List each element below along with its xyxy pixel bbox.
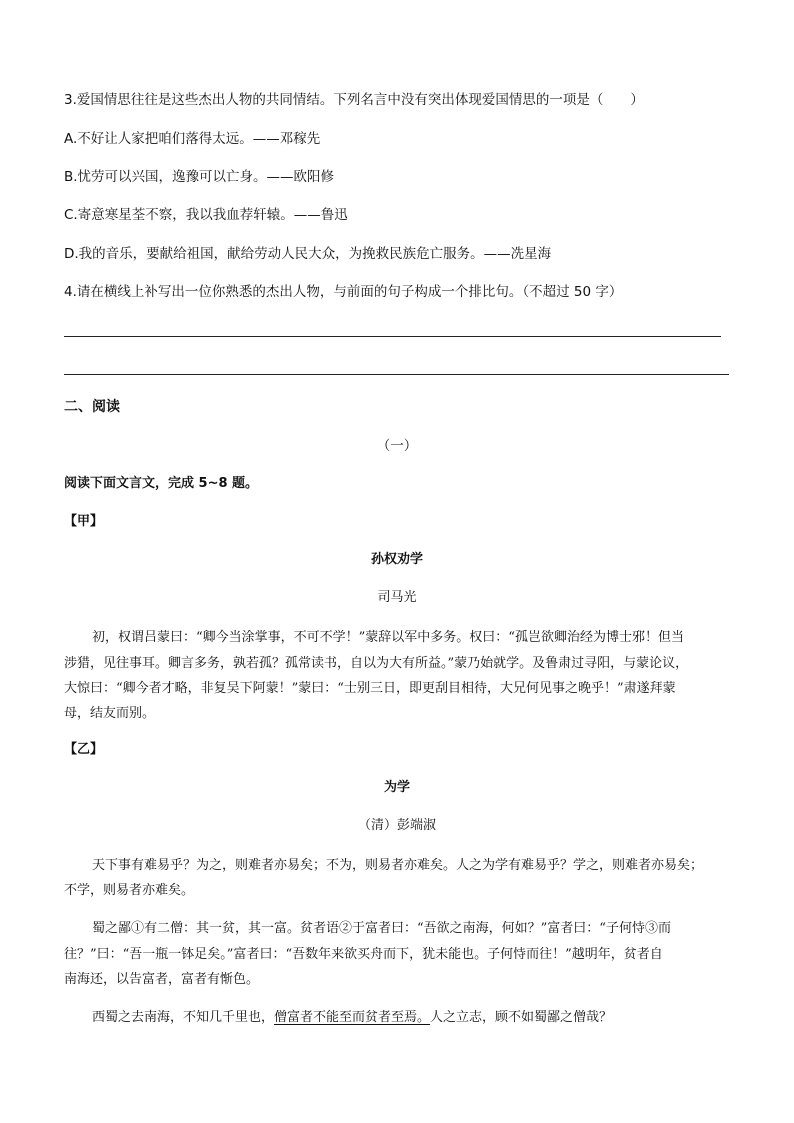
passage-b-p3-after: 人之立志，顾不如蜀鄙之僧哉？	[430, 1010, 613, 1025]
passage-b-p2-line-2: 往？”曰：“吾一瓶一钵足矣。”富者曰：“吾数年来欲买舟而下，犹未能也。子何恃而往！”越明年，贫者自	[64, 947, 663, 962]
part-label: （一）	[376, 438, 418, 454]
passage-b-p2-line-3: 南海还，以告富者，富者有惭色。	[64, 972, 260, 987]
passage-b-author: （清）彭端淑	[357, 818, 436, 833]
answer-line-2[interactable]	[64, 374, 729, 375]
passage-b-marker: 【乙】	[64, 742, 104, 757]
option-c: C.寄意寒星荃不察，我以我血荐轩辕。——鲁迅	[64, 207, 348, 223]
passage-a-author: 司马光	[377, 590, 417, 605]
option-b: B.忧劳可以兴国，逸豫可以亡身。——欧阳修	[64, 169, 335, 185]
passage-a-title: 孙权劝学	[370, 552, 423, 567]
answer-line-1[interactable]	[64, 336, 721, 337]
passage-b-title: 为学	[383, 780, 410, 795]
question-4-stem: 4.请在横线上补写出一位你熟悉的杰出人物，与前面的句子构成一个排比句。（不超过 50 字）	[64, 284, 623, 300]
passage-a-line-2: 涉猎，见往事耳。卿言多务，孰若孤？孤常读书，自以为大有所益。”蒙乃始就学。及鲁肃过寻阳，与蒙论议，	[64, 656, 689, 671]
question-3-stem: 3.爱国情思往往是这些杰出人物的共同情结。下列名言中没有突出体现爱国情思的一项是（ ）	[64, 92, 644, 108]
reading-instruction: 阅读下面文言文，完成 5~8 题。	[64, 476, 259, 491]
option-d: D.我的音乐，要献给祖国，献给劳动人民大众，为挽救民族危亡服务。——冼星海	[64, 246, 552, 262]
passage-b-p3-before: 西蜀之去南海，不知几千里也，	[92, 1010, 275, 1025]
passage-a-marker: 【甲】	[64, 514, 104, 529]
passage-b-p1-line-2: 不学，则易者亦难矣。	[64, 883, 195, 898]
section-heading: 二、阅读	[64, 399, 120, 415]
passage-a-line-3: 大惊曰：“卿今者才略，非复吴下阿蒙！”蒙曰：“士别三日，即更刮目相待，大兄何见事之晚乎！”肃遂拜蒙	[64, 681, 676, 696]
option-a: A.不好让人家把咱们落得太远。——邓稼先	[64, 131, 321, 147]
passage-a-line-4: 母，结友而别。	[64, 706, 156, 721]
passage-a-line-1: 初，权谓吕蒙曰：“卿今当涂掌事，不可不学！”蒙辞以军中多务。权曰：“孤岂欲卿治经为博士邪！但当	[92, 630, 684, 645]
passage-b-p2-line-1: 蜀之鄙①有二僧：其一贫，其一富。贫者语②于富者曰：“吾欲之南海，何如？”富者曰：“子何恃③而	[92, 921, 671, 936]
passage-b-p3-underlined-sentence: 僧富者不能至而贫者至焉。	[274, 1010, 431, 1025]
passage-b-p3	[92, 1010, 612, 1026]
passage-b-p1-line-1: 天下事有难易乎？为之，则难者亦易矣；不为，则易者亦难矣。人之为学有难易乎？学之，则难者亦易矣；	[92, 858, 704, 873]
